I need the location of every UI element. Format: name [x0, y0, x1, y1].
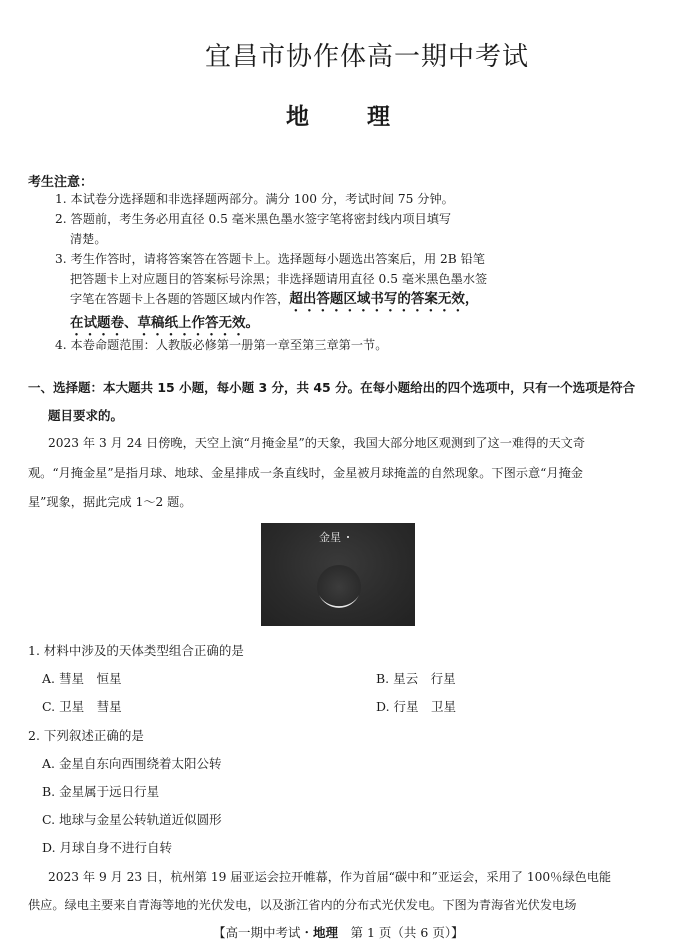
q2-stem: 2. 下列叙述正确的是 [28, 728, 144, 743]
passage1-line2: 观。“月掩金星”是指月球、地球、金星排成一条直线时，金星被月球掩盖的自然现象。下图示意“月掩金 [28, 466, 583, 480]
q1-option-b: B. 星云 行星 [376, 671, 456, 686]
section-heading-a: 一、选择题：本大题共 15 小题，每小题 3 分，共 45 分。在每小题给出的四个选项中，只有一个选项是符合 [28, 380, 636, 395]
footer-subject: 地理 [313, 925, 339, 940]
footer-left: 【高一期中考试・ [213, 925, 314, 940]
passage1-line3: 星”现象，据此完成 1～2 题。 [28, 495, 192, 509]
notice-item-3a: 3. 考生作答时，请将答案答在答题卡上。选择题每小题选出答案后，用 2B 铅笔 [55, 252, 485, 266]
venus-dot-icon [347, 536, 349, 538]
passage2-line1: 2023 年 9 月 23 日，杭州第 19 届亚运会拉开帷幕，作为首届“碳中和”亚运会，采用了 100％绿色电能 [48, 870, 612, 884]
footer-right: 第 1 页（共 6 页）】 [338, 925, 464, 940]
passage1-line1: 2023 年 3 月 24 日傍晚，天空上演“月掩金星”的天象，我国大部分地区观测到了这一难得的天文奇 [48, 436, 586, 450]
notice-warning-1: 超出答题区域书写的答案无效， [289, 291, 479, 307]
q2-option-a: A. 金星自东向西围绕着太阳公转 [42, 756, 222, 771]
q1-option-d: D. 行星 卫星 [376, 699, 457, 714]
q1-option-c: C. 卫星 彗星 [42, 699, 122, 714]
notice-item-2b: 清楚。 [70, 232, 107, 246]
subject-char-2: 理 [367, 103, 390, 130]
subject-title [286, 98, 390, 131]
q2-option-b: B. 金星属于远日行星 [42, 784, 160, 799]
notice-item-3b: 把答题卡上对应题目的答案标号涂黑；非选择题请用直径 0.5 毫米黑色墨水签 [70, 272, 488, 286]
page-footer [213, 923, 464, 941]
notice-heading: 考生注意： [28, 175, 94, 190]
subject-char-1: 地 [286, 103, 309, 130]
q1-option-a: A. 彗星 恒星 [42, 671, 122, 686]
venus-occultation-photo [261, 523, 415, 626]
crescent-moon-icon [311, 561, 367, 617]
section-heading-b: 题目要求的。 [48, 408, 124, 423]
notice-item-4: 4. 本卷命题范围：人教版必修第一册第一章至第三章第一节。 [55, 338, 388, 352]
q2-option-d: D. 月球自身不进行自转 [42, 840, 173, 855]
figure-venus-label: 金星 [319, 531, 341, 544]
q2-option-c: C. 地球与金星公转轨道近似圆形 [42, 812, 222, 827]
notice-warning-2: 在试题卷、草稿纸上作答无效。 [70, 315, 259, 331]
q1-stem: 1. 材料中涉及的天体类型组合正确的是 [28, 643, 244, 658]
notice-item-3c-text: 字笔在答题卡上各题的答题区域内作答， [70, 292, 290, 306]
notice-item-1: 1. 本试卷分选择题和非选择题两部分。满分 100 分，考试时间 75 分钟。 [55, 192, 454, 206]
passage2-line2: 供应。绿电主要来自青海等地的光伏发电，以及浙江省内的分布式光伏发电。下图为青海省光伏发电场 [28, 898, 577, 912]
notice-item-2a: 2. 答题前，考生务必用直径 0.5 毫米黑色墨水签字笔将密封线内项目填写 [55, 212, 452, 226]
exam-title: 宜昌市协作体高一期中考试 [205, 42, 530, 72]
